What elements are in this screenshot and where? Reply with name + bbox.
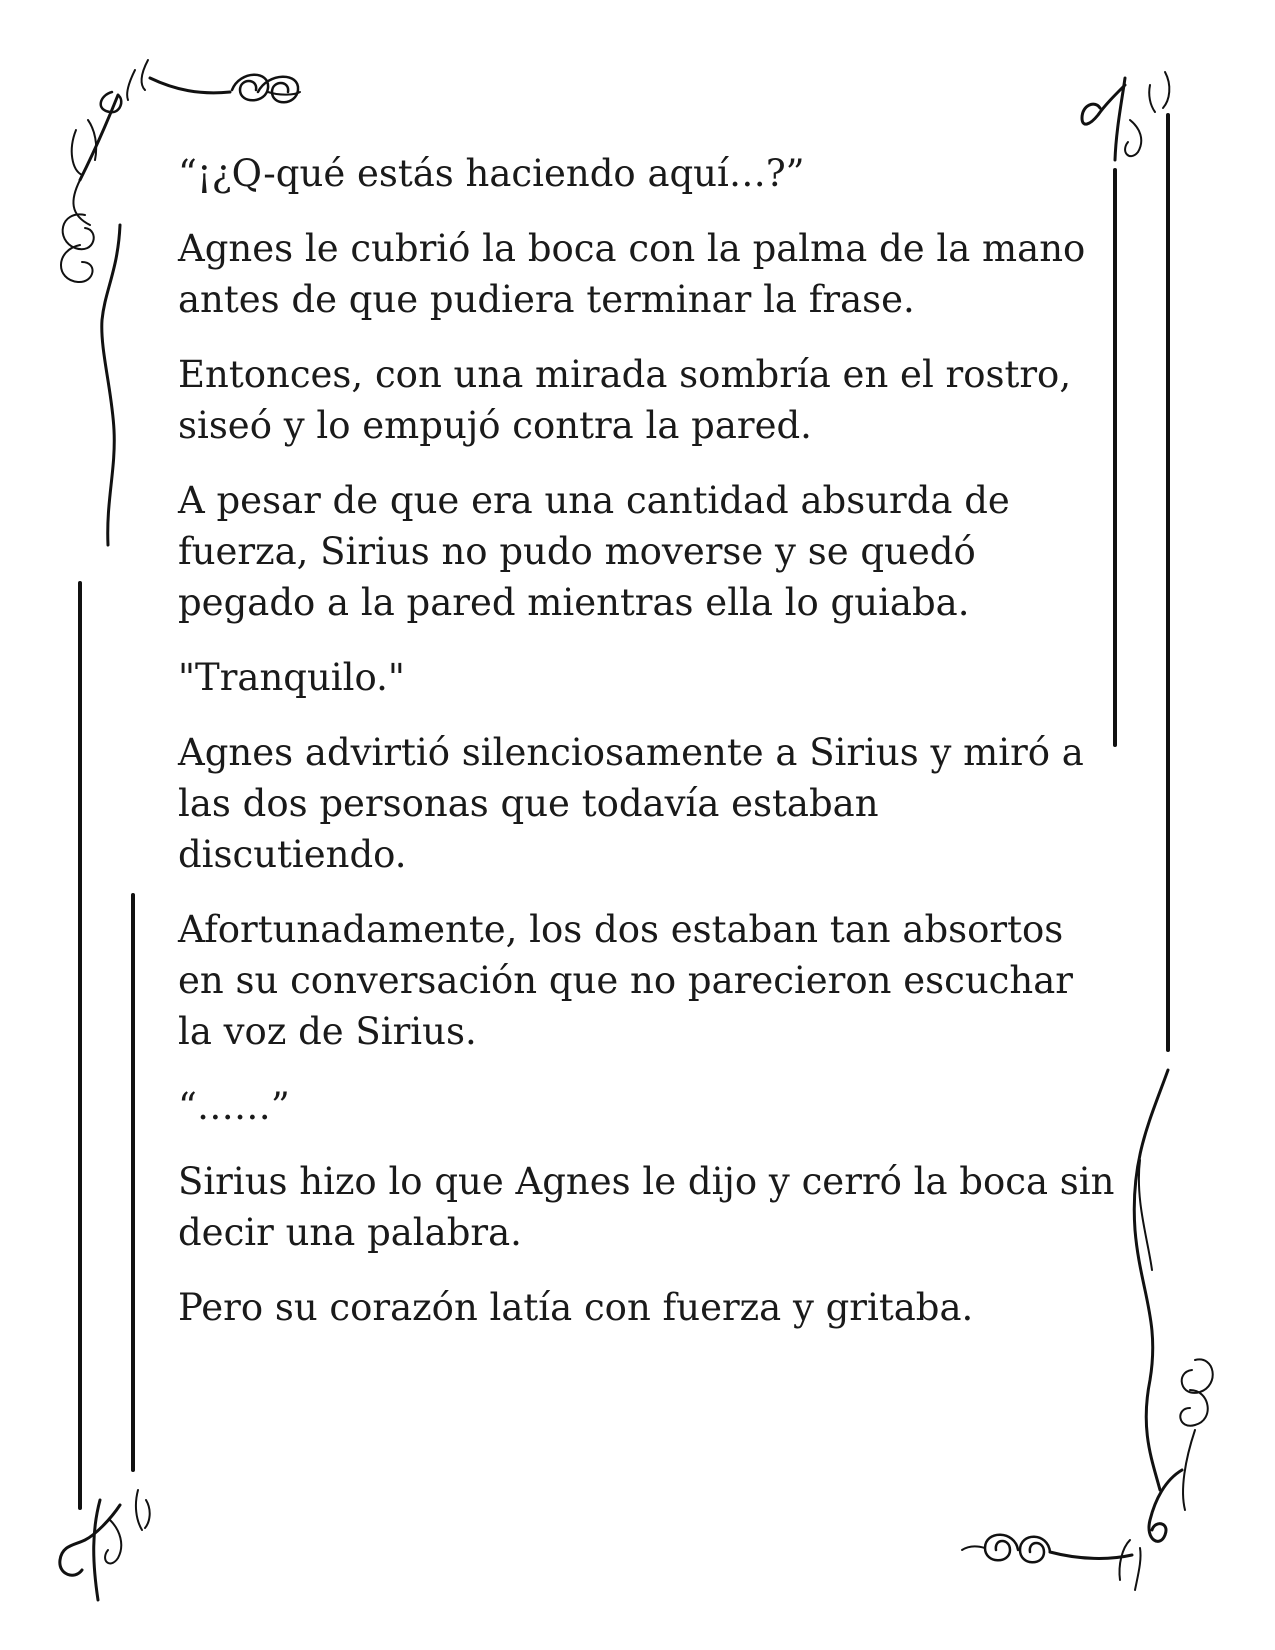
paragraph-5: "Tranquilo." [178, 656, 405, 699]
flourish-top-right [1082, 72, 1169, 160]
paragraph-7: Afortunadamente, los dos estaban tan absortos en su conversación que no parecieron escuchar la voz de Sirius. [178, 908, 1073, 1053]
paragraph-2: Agnes le cubrió la boca con la palma de la mano antes de que pudiera terminar la frase. [178, 227, 1086, 321]
paragraph-10: Pero su corazón latía con fuerza y gritaba. [178, 1286, 974, 1329]
paragraph-3: Entonces, con una mirada sombría en el rostro, siseó y lo empujó contra la pared. [178, 353, 1072, 447]
story-text [178, 148, 1118, 1357]
paragraph-8: “……” [178, 1085, 290, 1128]
flourish-bottom-left [60, 1490, 150, 1600]
paragraph-9: Sirius hizo lo que Agnes le dijo y cerró la boca sin decir una palabra. [178, 1160, 1115, 1254]
paragraph-1: “¡¿Q-qué estás haciendo aquí…?” [178, 152, 805, 195]
paragraph-6: Agnes advirtió silenciosamente a Sirius y miró a las dos personas que todavía estaban discutiendo. [178, 731, 1084, 876]
paragraph-4: A pesar de que era una cantidad absurda de fuerza, Sirius no pudo moverse y se quedó pegado a la pared mientras ella lo guiaba. [178, 479, 1010, 624]
